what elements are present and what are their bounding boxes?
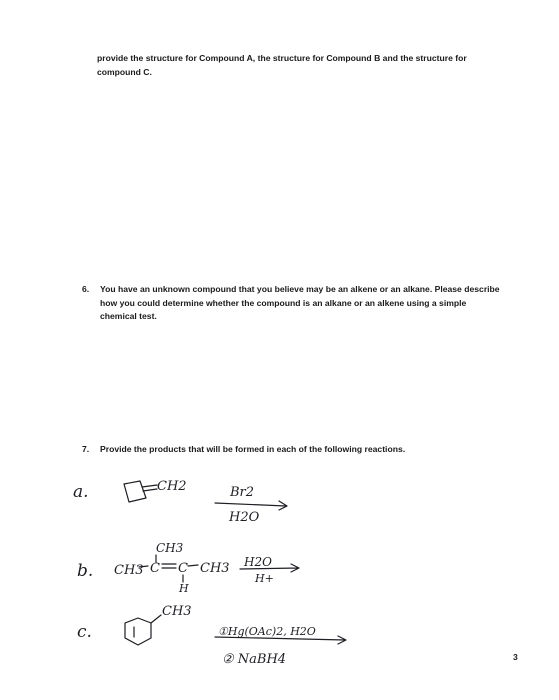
- reaction-b-ch3-right: CH3: [200, 561, 230, 576]
- question-6-text: You have an unknown compound that you believe may be an alkene or an alkane. Please describe how you could determine whether the compound is an alkane or an alkene using a simple chemical test.: [100, 284, 500, 321]
- reaction-a: [73, 479, 287, 525]
- reaction-a-reagent-top: Br2: [230, 485, 255, 500]
- bond-right: [188, 565, 198, 566]
- reaction-a-label: a.: [73, 482, 89, 502]
- question-7-number: 7.: [82, 444, 90, 454]
- reaction-b-label: b.: [77, 561, 94, 581]
- intro-text: provide the structure for Compound A, the structure for Compound B and the structure for compound C.: [97, 53, 467, 77]
- page-number: 3: [513, 652, 518, 662]
- cyclohexene-ring: [125, 618, 151, 645]
- reaction-b-reagent-bottom: H+: [255, 572, 274, 585]
- reaction-c-substituent: CH3: [162, 604, 192, 619]
- reaction-b: [77, 541, 299, 595]
- reaction-a-substituent: CH2: [157, 479, 187, 494]
- reaction-c-step2: ② NaBH4: [222, 652, 287, 667]
- reaction-a-reagent-bottom: H2O: [229, 510, 260, 525]
- reaction-c: [77, 604, 346, 667]
- reaction-b-ch3-left: CH3: [114, 563, 144, 578]
- reaction-b-c-right: C: [178, 561, 188, 576]
- reaction-c-label: c.: [77, 622, 92, 642]
- reaction-a-arrow: [215, 501, 287, 510]
- reaction-b-ch3-top: CH3: [156, 541, 184, 555]
- reaction-b-c-left: C: [150, 561, 160, 576]
- question-6-number: 6.: [82, 284, 90, 294]
- reaction-c-step1: ①Hg(OAc)2, H2O: [218, 625, 316, 638]
- methyl-bond: [151, 615, 161, 623]
- question-7-text: Provide the products that will be formed in each of the following reactions.: [100, 444, 406, 454]
- reaction-b-h: H: [179, 582, 189, 595]
- exocyclic-double-bond: [142, 485, 157, 491]
- reaction-b-reagent-top: H2O: [244, 555, 272, 569]
- double-bond: [162, 564, 176, 568]
